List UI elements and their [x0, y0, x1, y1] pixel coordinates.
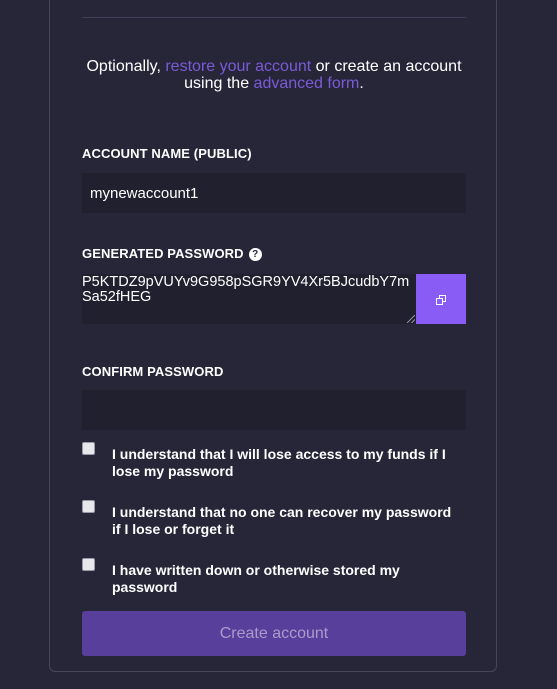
no-recovery-checkbox[interactable]: [82, 500, 95, 513]
restore-account-link[interactable]: restore your account: [165, 58, 312, 75]
lose-funds-checkbox[interactable]: [82, 442, 95, 455]
checkbox-label: I have written down or otherwise stored my password: [112, 562, 400, 595]
checkbox-label: I understand that no one can recover my password if I lose or forget it: [112, 504, 452, 537]
resize-handle[interactable]: [407, 315, 415, 323]
create-account-button[interactable]: Create account: [82, 611, 466, 656]
generated-password-value: P5KTDZ9pVUYv9G958pSGR9YV4Xr5BJcudbY7mSa52fHEG: [82, 274, 410, 305]
generated-password-textarea[interactable]: [82, 274, 416, 324]
help-icon[interactable]: ?: [249, 248, 262, 261]
intro-text: Optionally, restore your account or create an account using the advanced form.: [86, 58, 462, 92]
account-name-label: ACCOUNT NAME (PUBLIC): [82, 146, 252, 161]
copy-password-button[interactable]: [416, 274, 466, 324]
confirm-password-label: CONFIRM PASSWORD: [82, 364, 224, 379]
confirm-password-input[interactable]: [82, 390, 466, 430]
stored-password-checkbox[interactable]: [82, 558, 95, 571]
advanced-form-link[interactable]: advanced form: [253, 75, 360, 92]
divider: [82, 17, 466, 18]
checkbox-label: I understand that I will lose access to my funds if I lose my password: [112, 446, 446, 479]
account-name-input[interactable]: [82, 173, 466, 213]
generated-password-label: GENERATED PASSWORD ?: [82, 246, 262, 261]
